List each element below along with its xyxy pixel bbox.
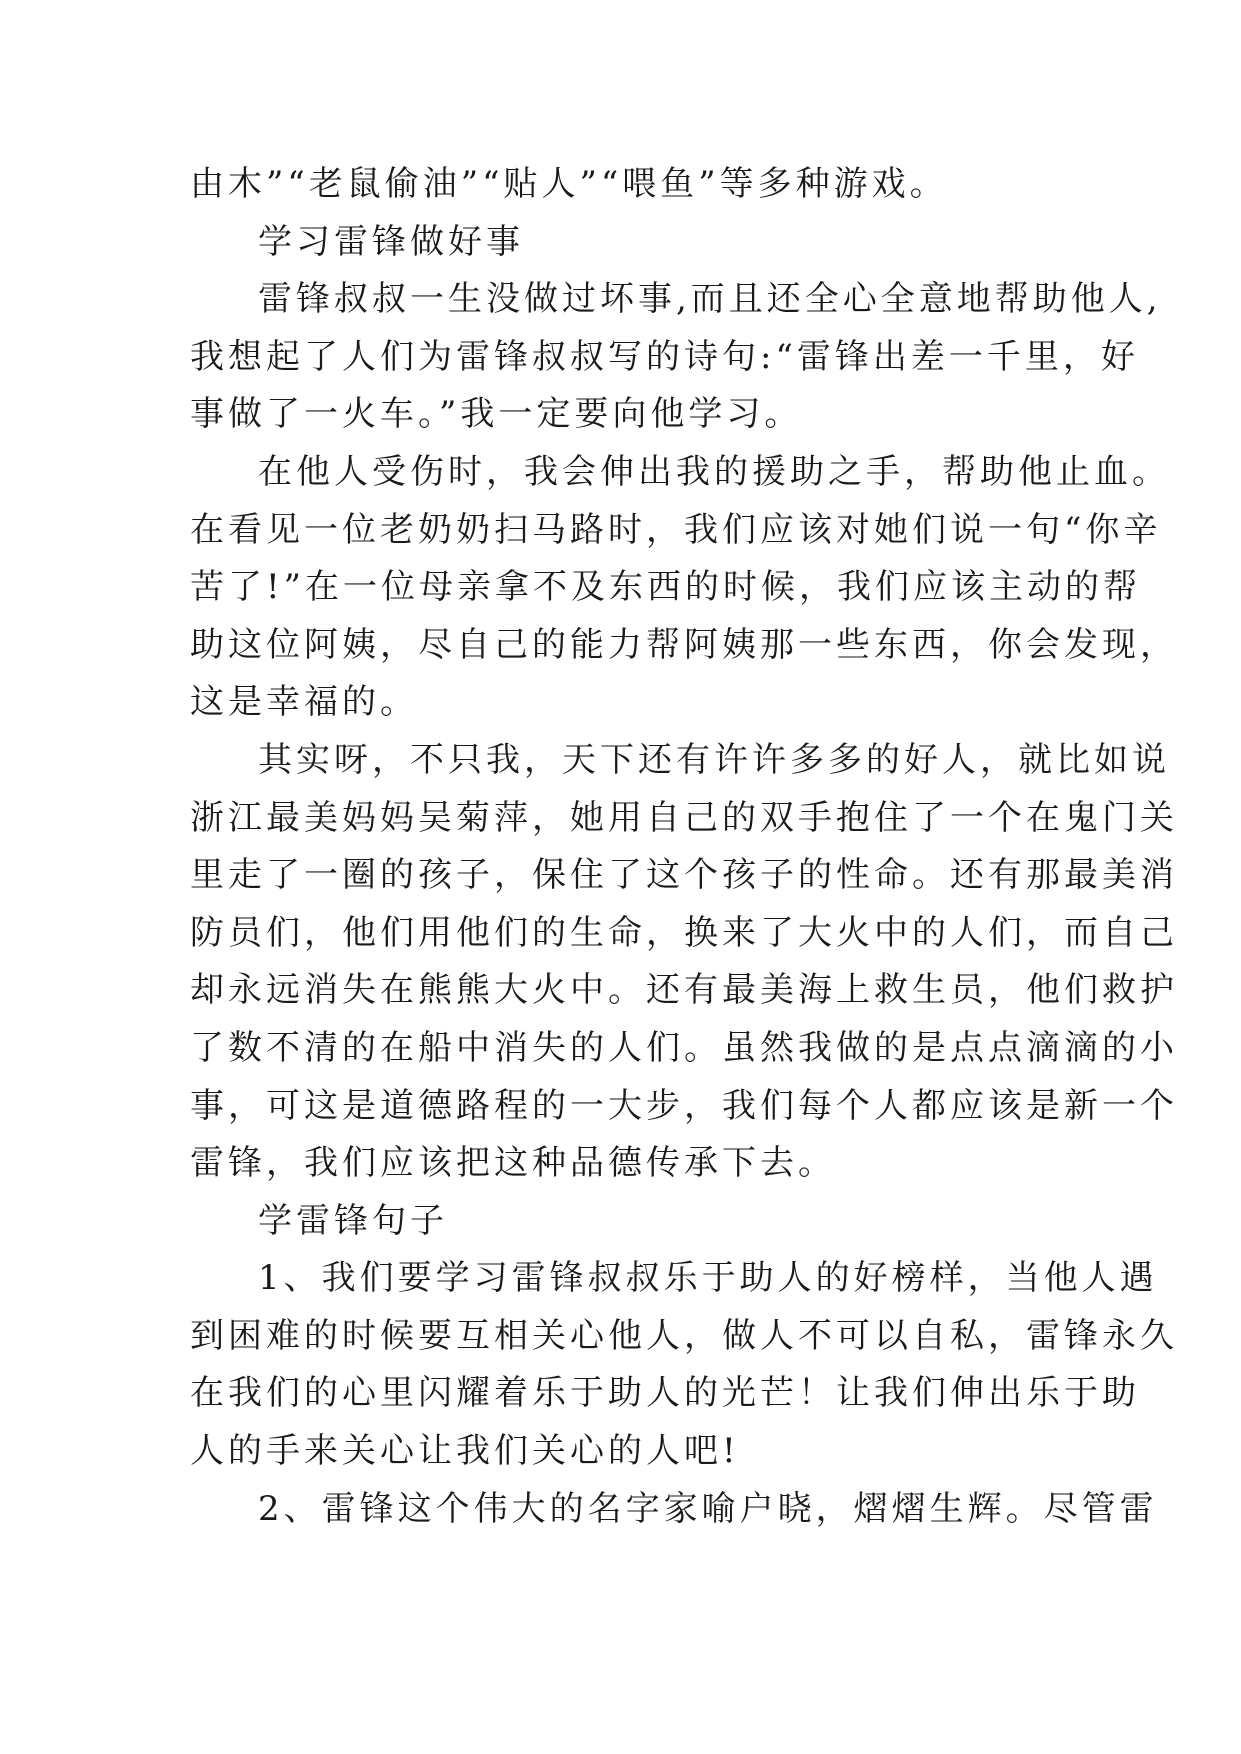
text-line: 浙江最美妈妈吴菊萍，她用自己的双手抱住了一个在鬼门关 xyxy=(190,797,1178,838)
paragraph-start-line: 1、我们要学习雷锋叔叔乐于助人的好榜样，当他人遇 xyxy=(258,1258,1158,1299)
section-heading: 学习雷锋做好事 xyxy=(258,221,524,262)
text-line: 在我们的心里闪耀着乐于助人的光芒！让我们伸出乐于助 xyxy=(190,1373,1140,1414)
text-line: 却永远消失在熊熊大火中。还有最美海上救生员，他们救护 xyxy=(190,970,1178,1011)
paragraph-start-line: 在他人受伤时，我会伸出我的援助之手，帮助他止血。 xyxy=(258,451,1170,492)
text-line: 由木”“老鼠偷油”“贴人”“喂鱼”等多种游戏。 xyxy=(190,164,948,204)
text-line: 在看见一位老奶奶扫马路时，我们应该对她们说一句“你辛 xyxy=(190,509,1162,550)
text-line: 事做了一火车。”我一定要向他学习。 xyxy=(190,394,803,435)
text-line: 里走了一圈的孩子，保住了这个孩子的性命。还有那最美消 xyxy=(190,855,1178,896)
text-line: 到困难的时候要互相关心他人，做人不可以自私，雷锋永久 xyxy=(190,1315,1178,1356)
text-line: 我想起了人们为雷锋叔叔写的诗句:“雷锋出差一千里，好 xyxy=(190,336,1139,377)
document-body xyxy=(190,156,1178,1538)
text-line: 人的手来关心让我们关心的人吧! xyxy=(190,1431,740,1472)
text-line: 助这位阿姨，尽自己的能力帮阿姨那一些东西，你会发现， xyxy=(190,624,1178,665)
text-line: 防员们，他们用他们的生命，换来了大火中的人们，而自己 xyxy=(190,912,1178,953)
paragraph-start-line: 雷锋叔叔一生没做过坏事,而且还全心全意地帮助他人, xyxy=(258,279,1162,320)
text-line: 事，可这是道德路程的一大步，我们每个人都应该是新一个 xyxy=(190,1085,1178,1126)
text-line: 雷锋，我们应该把这种品德传承下去。 xyxy=(190,1143,836,1184)
text-line: 这是幸福的。 xyxy=(190,682,418,723)
text-line: 了数不清的在船中消失的人们。虽然我做的是点点滴滴的小 xyxy=(190,1027,1178,1068)
paragraph-start-line: 2、雷锋这个伟大的名字家喻户晓，熠熠生辉。尽管雷 xyxy=(258,1488,1158,1529)
paragraph-start-line: 其实呀，不只我，天下还有许许多多的好人，就比如说 xyxy=(258,739,1170,780)
text-line: 苦了!”在一位母亲拿不及东西的时候，我们应该主动的帮 xyxy=(190,567,1142,608)
section-heading: 学雷锋句子 xyxy=(258,1200,448,1241)
